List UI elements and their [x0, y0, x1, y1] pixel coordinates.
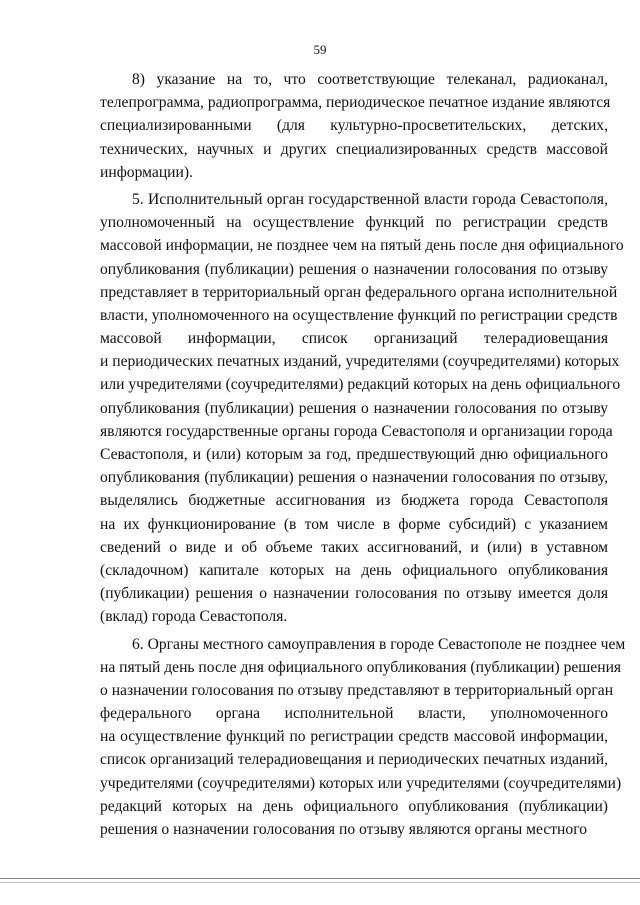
text-line: редакций которых на день официального опубликования (публикации)	[100, 797, 608, 815]
paragraph	[100, 68, 611, 184]
text-line: учредителями (соучредителями) которых или учредителями (соучредителями)	[100, 774, 622, 792]
text-line: опубликования (публикации) решения о назначении голосования по отзыву	[100, 260, 608, 278]
text-line: на их функционирование (в том числе в форме субсидий) с указанием	[100, 515, 608, 533]
text-line: и периодических печатных изданий, учредителями (соучредителями) которых	[100, 353, 620, 371]
scan-bottom-edge-secondary	[0, 882, 640, 883]
text-line: специализированными (для культурно-просветительских, детских,	[100, 117, 608, 135]
paragraph	[100, 188, 624, 629]
text-line: массовой информации, список организаций телерадиовещания	[100, 330, 608, 348]
scan-bottom-edge	[0, 878, 640, 879]
text-line: или учредителями (соучредителями) редакций которых на день официального	[100, 376, 621, 394]
text-line: уполномоченный на осуществление функций по регистрации средств	[100, 214, 608, 232]
text-line: опубликования (публикации) решения о назначении голосования по отзыву,	[100, 469, 608, 487]
text-line: 6. Органы местного самоуправления в городе Севастополе не позднее чем	[132, 635, 626, 653]
paragraph	[100, 633, 626, 842]
page-number: 59	[313, 42, 327, 57]
text-line: телепрограмма, радиопрограмма, периодическое печатное издание являются	[100, 94, 611, 112]
text-line: выделялись бюджетные ассигнования из бюджета города Севастополя	[100, 492, 608, 510]
text-line: на осуществление функций по регистрации средств массовой информации,	[100, 728, 608, 746]
text-line: массовой информации, не позднее чем на пятый день после дня официального	[100, 237, 624, 255]
text-line: представляет в территориальный орган федерального органа исполнительной	[100, 283, 618, 301]
text-line: (вклад) города Севастополя.	[100, 608, 288, 626]
text-line: Севастополя, и (или) которым за год, предшествующий дню официального	[100, 446, 608, 463]
text-line: являются государственные органы города Севастополя и организации города	[100, 422, 613, 440]
text-line: опубликования (публикации) решения о назначении голосования по отзыву	[100, 399, 608, 417]
text-line: сведений о виде и об объеме таких ассигнований, и (или) в уставном	[100, 538, 608, 556]
text-line: федерального органа исполнительной власти, уполномоченного	[100, 705, 608, 723]
text-line: решения о назначении голосования по отзыву являются органы местного	[100, 821, 588, 838]
text-line: на пятый день после дня официального опубликования (публикации) решения	[100, 658, 622, 676]
document-body	[100, 68, 626, 841]
text-line: список организаций телерадиовещания и периодических печатных изданий,	[100, 751, 608, 769]
text-line: информации).	[100, 163, 193, 181]
text-line: (складочном) капитале которых на день официального опубликования	[100, 561, 608, 579]
text-line: технических, научных и других специализированных средств массовой	[100, 140, 608, 158]
text-line: власти, уполномоченного на осуществление функций по регистрации средств	[100, 306, 618, 324]
text-line: (публикации) решения о назначении голосования по отзыву имеется доля	[100, 585, 608, 603]
text-line: 5. Исполнительный орган государственной власти города Севастополя,	[132, 190, 608, 208]
text-line: 8) указание на то, что соответствующие телеканал, радиоканал,	[132, 71, 608, 88]
text-line: о назначении голосования по отзыву представляют в территориальный орган	[100, 681, 614, 699]
